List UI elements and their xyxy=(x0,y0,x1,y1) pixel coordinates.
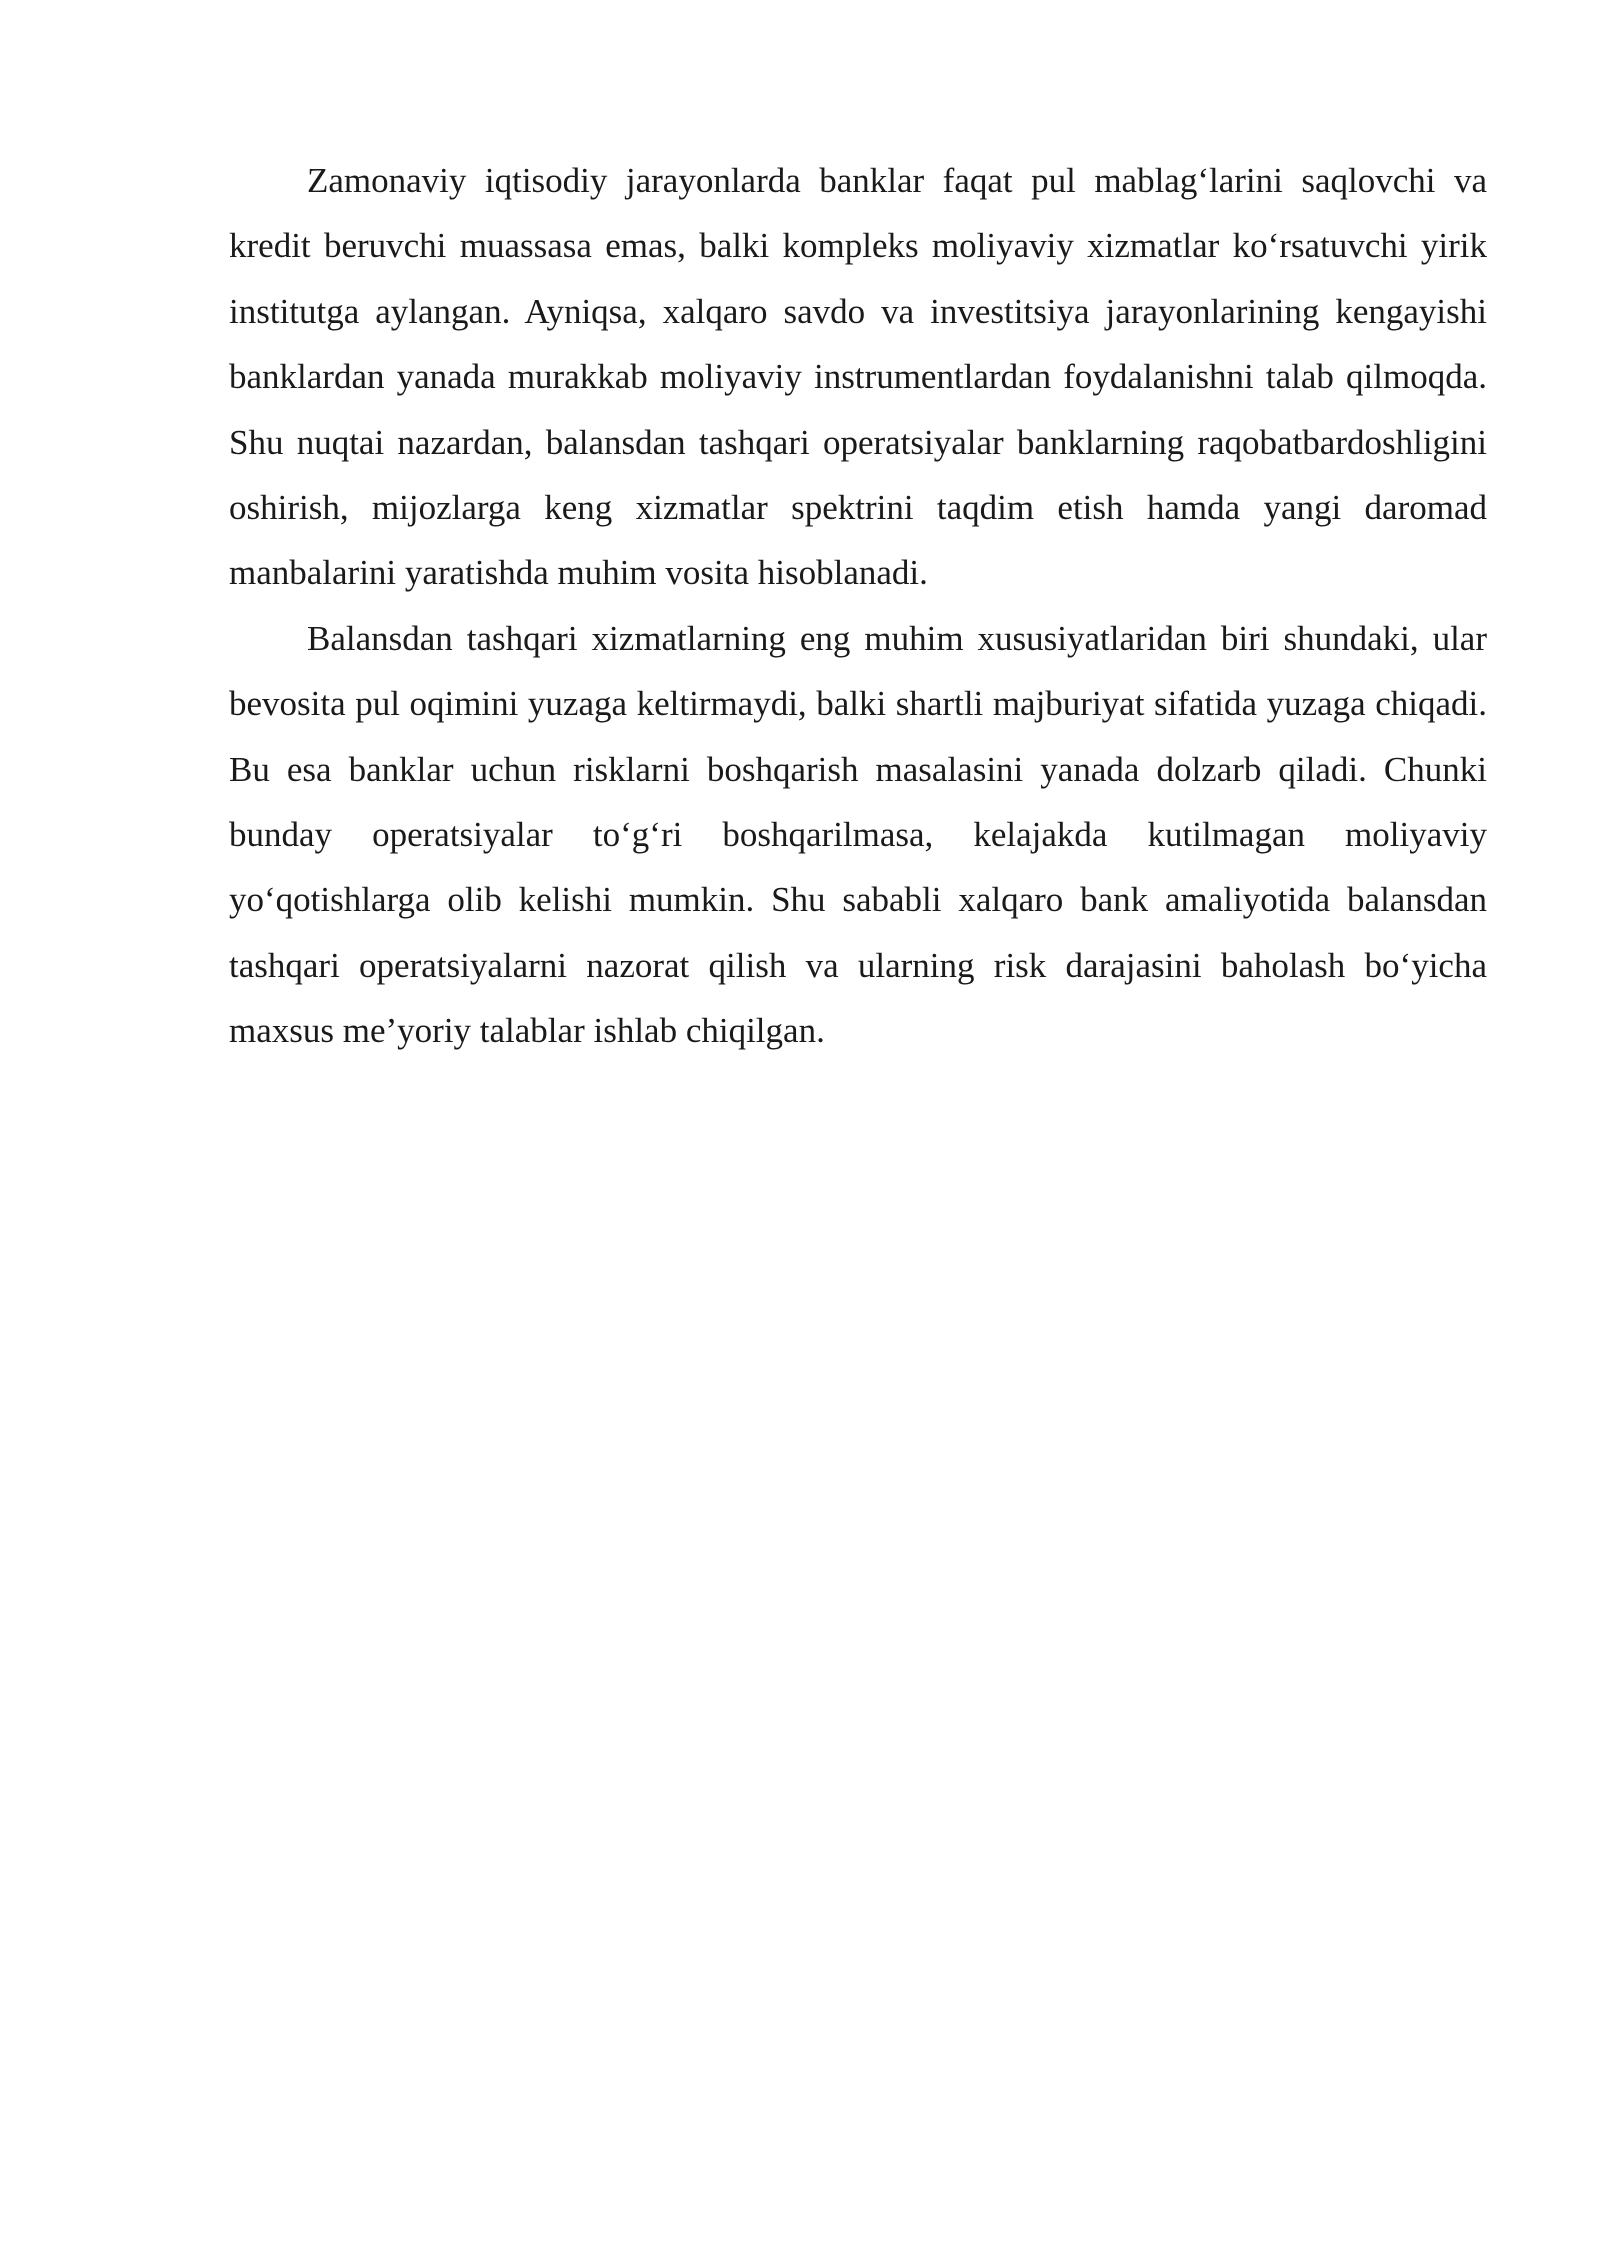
body-text xyxy=(229,148,1487,1064)
paragraph-1: Zamonaviy iqtisodiy jarayonlarda banklar faqat pul mablag‘larini saqlovchi va kredit beruvchi muassasa emas, balki kompleks moliyaviy xizmatlar ko‘rsatuvchi yirik institutga aylangan. Ayniqsa, xalqaro savdo va investitsiya jarayonlarining kengayishi banklardan yanada murakkab moliyaviy instrumentlardan foydalanishni talab qilmoqda. Shu nuqtai nazardan, balansdan tashqari operatsiyalar banklarning raqobatbardoshligini oshirish, mijozlarga keng xizmatlar spektrini taqdim etish hamda yangi daromad manbalarini yaratishda muhim vosita hisoblanadi. xyxy=(229,161,1487,593)
paragraph-2: Balansdan tashqari xizmatlarning eng muhim xususiyatlaridan biri shundaki, ular bevosita pul oqimini yuzaga keltirmaydi, balki shartli majburiyat sifatida yuzaga chiqadi. Bu esa banklar uchun risklarni boshqarish masalasini yanada dolzarb qiladi. Chunki bunday operatsiyalar to‘g‘ri boshqarilmasa, kelajakda kutilmagan moliyaviy yo‘qotishlarga olib kelishi mumkin. Shu sababli xalqaro bank amaliyotida balansdan tashqari operatsiyalarni nazorat qilish va ularning risk darajasini baholash bo‘yicha maxsus me’yoriy talablar ishlab chiqilgan. xyxy=(229,618,1487,1051)
